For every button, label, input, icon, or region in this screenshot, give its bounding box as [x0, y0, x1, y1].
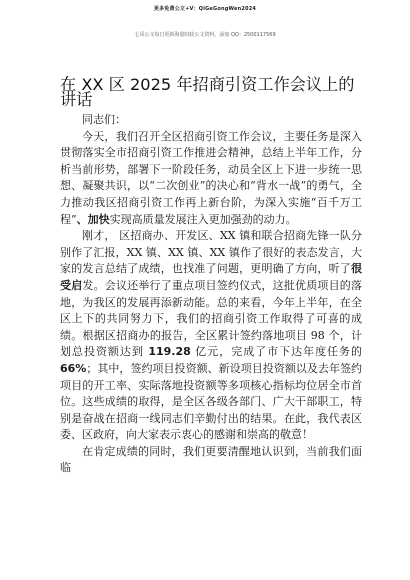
paragraph-2-text: 刚才， 区招商办、开发区、XX 镇和联合招商先锋一队分别作了汇报，XX 镇、XX 镇、XX 镇作了很好的表态发言，大家的发言总结了成绩，也找准了问题，更明确了方向，听了 — [60, 229, 362, 276]
paragraph-1-text-end: 实现高质量发展注入更加强劲的动力。 — [109, 212, 297, 226]
paragraph-1-text: 今天，我们召开全区招商引资工作会议，主要任务是深入贯彻落实全市招商引资工作推进会精神，总结上半年工作，分析当前形势，部署下一阶段任务，动员全区上下进一步统一思想、凝聚共识，以“二次创业”的决心和“背水一战”的勇气，全力推动我区招商引资工作再上新台阶，为深入实施“百千万工程” — [60, 129, 362, 226]
document-title: 在 XX 区 2025 年招商引资工作会议上的讲话 — [60, 75, 355, 109]
paragraph-3 — [60, 444, 362, 477]
paragraph-2-text-mid2: 亿元，完成了市下达年度任务的 — [190, 345, 363, 359]
paragraph-2-text-mid: 发。会议还举行了重点项目签约仪式，这批优质项目的落地，为我区的发展再添新动能。总的来看，今年上半年，在全区上下的共同努力下，我们的招商引资工作取得了可喜的成绩。根据区招商办的报告，全区累计签约落地项目 98 个，计划总投资额达到 — [60, 278, 363, 359]
salutation: 同志们： — [82, 113, 126, 126]
paragraph-3-text: 在肯定成绩的同时，我们更要清醒地认识到，当前我们面临 — [60, 444, 362, 475]
document-body — [60, 112, 362, 477]
paragraph-1 — [60, 129, 362, 229]
sub-banner: 七哥公文每日更新海量时政公文资料，添加 QQ：2500117569 — [134, 32, 276, 38]
completion-rate: 66% — [60, 361, 87, 375]
investment-amount: 119.28 — [148, 345, 191, 359]
top-banner: 更多免费公文+V：QiGeGongWen2024 — [153, 6, 257, 12]
paragraph-2-text-end: ；其中，签约项目投资额、新设项目投资额以及去年签约项目的开工率、实际落地投资额等多项核心指标均位居全市首位。这些成绩的取得，是全区各级各部门、广大干部职工，特别是奋战在招商一线同志们辛勤付出的结果。在此，我代表区委、区政府，向大家表示衷心的感谢和崇高的敬意！ — [60, 361, 362, 442]
paragraph-1-bold: 、加快 — [76, 212, 110, 226]
paragraph-2-bold-phrase: 很受启 — [60, 262, 362, 292]
paragraph-2 — [60, 228, 362, 444]
